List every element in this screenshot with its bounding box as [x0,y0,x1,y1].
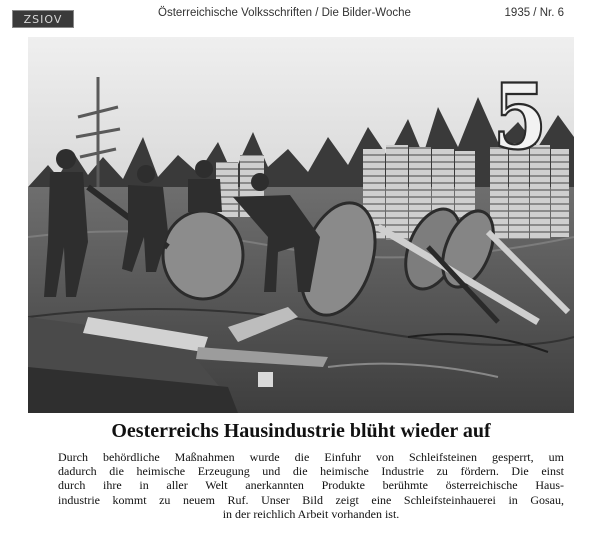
caption-line: durch ihre in aller Welt anerkannten Produkte berühmte österreichische Haus- [58,478,564,493]
page-number: 5 [492,64,547,170]
issue-number: 1935 / Nr. 6 [504,7,564,19]
caption-line: Durch behördliche Maßnahmen wurde die Einfuhr von Schleifsteinen gesperrt, um [58,450,564,464]
article-photo [28,37,574,413]
publisher-logo: ZSIOV [12,10,74,28]
caption-line: industrie kommt zu neuem Ruf. Unser Bild zeigt eine Schleifsteinhauerei in Gosau, [58,492,564,507]
caption-line: dadurch die heimische Erzeugung und die heimische Industrie zu fördern. Die einst [58,464,564,479]
article-caption [58,450,564,521]
article-headline: Oesterreichs Hausindustrie blüht wieder auf [111,420,491,442]
caption-line: in der reichlich Arbeit vorhanden ist. [222,506,400,521]
running-head: Österreichische Volksschriften / Die Bilder-Woche [158,7,411,19]
